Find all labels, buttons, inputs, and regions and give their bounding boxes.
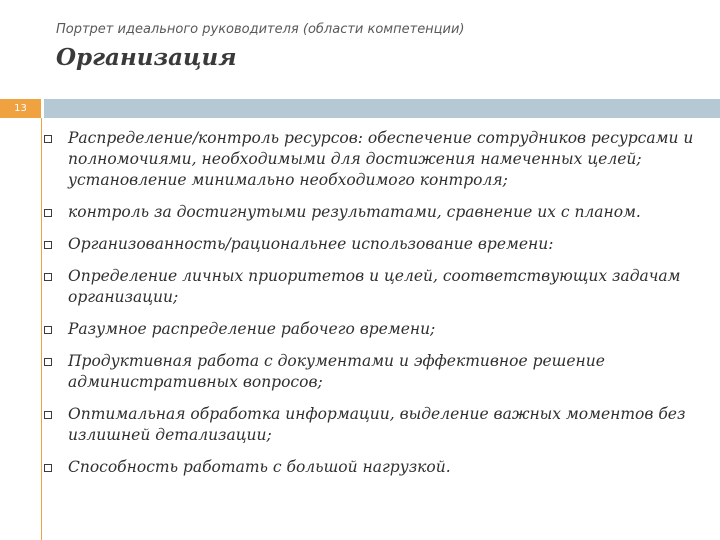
slide-title: Организация — [56, 44, 237, 71]
list-item — [44, 202, 694, 223]
square-bullet-icon — [44, 273, 52, 281]
header-bar — [44, 99, 720, 118]
left-divider — [41, 118, 42, 540]
square-bullet-icon — [44, 241, 52, 249]
list-item — [44, 457, 694, 478]
bullet-list — [44, 128, 694, 489]
list-item-text: Определение личных приоритетов и целей, соответствующих задачам организации; — [68, 267, 681, 306]
list-item — [44, 234, 694, 255]
list-item-text: Организованность/рациональнее использование времени: — [68, 235, 554, 253]
list-item — [44, 404, 694, 446]
slide-number: 13 — [0, 99, 41, 118]
list-item — [44, 319, 694, 340]
slide-subtitle: Портрет идеального руководителя (области компетенции) — [56, 22, 465, 37]
square-bullet-icon — [44, 358, 52, 366]
list-item — [44, 351, 694, 393]
square-bullet-icon — [44, 209, 52, 217]
square-bullet-icon — [44, 326, 52, 334]
square-bullet-icon — [44, 464, 52, 472]
square-bullet-icon — [44, 411, 52, 419]
list-item-text: контроль за достигнутыми результатами, сравнение их с планом. — [68, 203, 641, 221]
list-item-text: Продуктивная работа с документами и эффективное решение административных вопросов; — [68, 352, 605, 391]
list-item-text: Оптимальная обработка информации, выделение важных моментов без излишней детализации; — [68, 405, 686, 444]
square-bullet-icon — [44, 135, 52, 143]
list-item-text: Распределение/контроль ресурсов: обеспечение сотрудников ресурсами и полномочиями, необходимыми для достижения намеченных целей; установление минимально необходимого контроля; — [68, 129, 694, 189]
list-item-text: Разумное распределение рабочего времени; — [68, 320, 436, 338]
list-item — [44, 128, 694, 191]
list-item — [44, 266, 694, 308]
list-item-text: Способность работать с большой нагрузкой. — [68, 458, 451, 476]
